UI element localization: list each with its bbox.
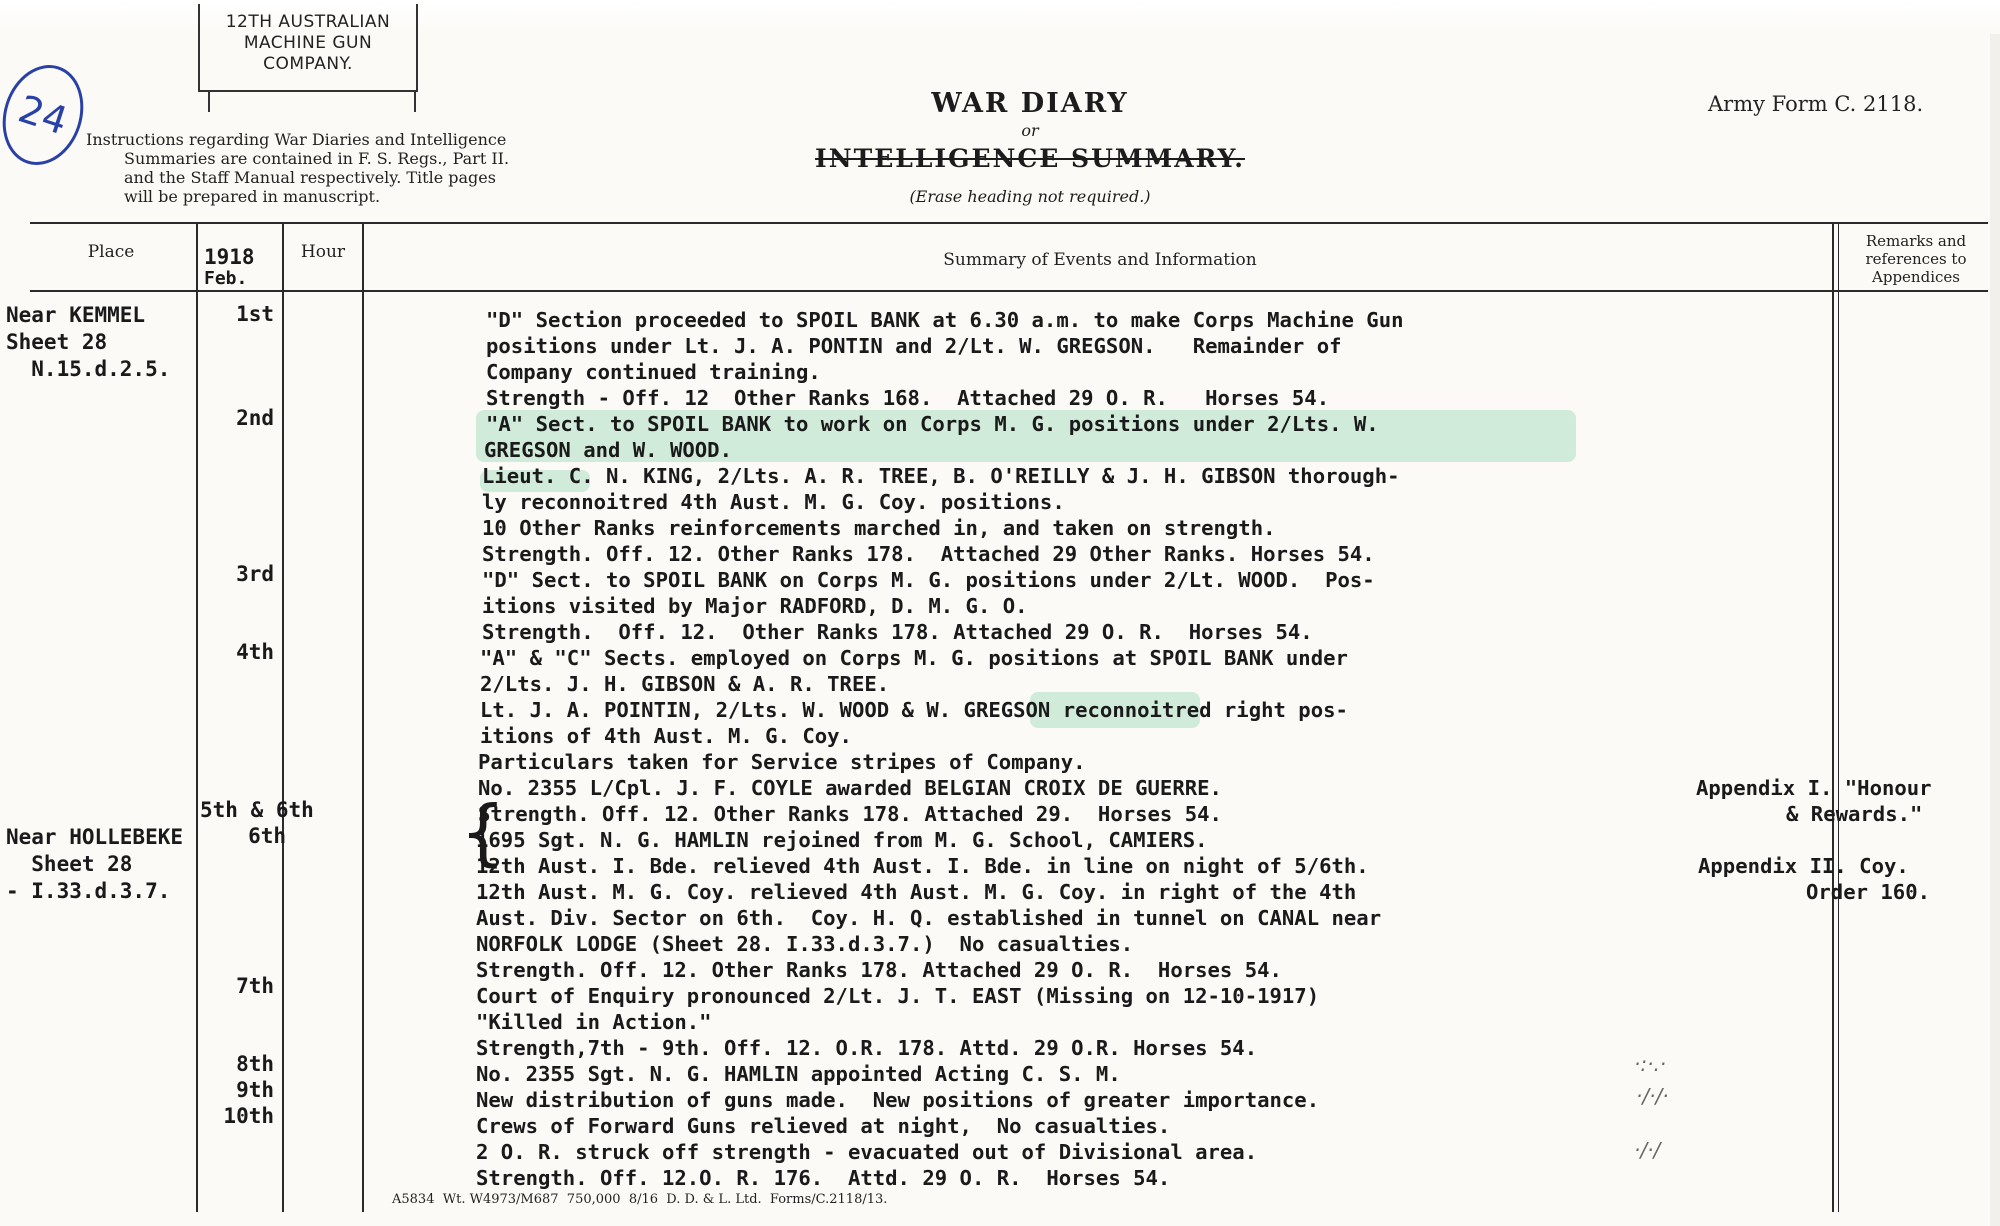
date-entry: 7th <box>236 974 274 998</box>
entry-line: Particulars taken for Service stripes of Company. <box>478 750 1086 774</box>
column-divider <box>362 222 364 1212</box>
stamp-line: COMPANY. <box>263 54 353 74</box>
entry-line: Lieut. C. N. KING, 2/Lts. A. R. TREE, B. O'REILLY & J. H. GIBSON thorough- <box>482 464 1400 488</box>
year-label: 1918 <box>204 245 255 269</box>
date-entry: 9th <box>236 1078 274 1102</box>
column-header-place: Place <box>87 242 135 262</box>
erase-note: (Erase heading not required.) <box>909 187 1151 206</box>
entry-line: 2/Lts. J. H. GIBSON & A. R. TREE. <box>480 672 890 696</box>
pencil-mark: ·:·.· <box>1634 1052 1667 1076</box>
column-header-hour: Hour <box>300 242 346 262</box>
entry-line: Company continued training. <box>486 360 821 384</box>
title-block <box>740 88 1320 206</box>
entry-line: 1695 Sgt. N. G. HAMLIN rejoined from M. G. School, CAMIERS. <box>476 828 1208 852</box>
folio-number: 24 <box>13 86 73 144</box>
instructions-line: will be prepared in manuscript. <box>124 187 381 206</box>
entry-line: "Killed in Action." <box>476 1010 712 1034</box>
entry-line: No. 2355 Sgt. N. G. HAMLIN appointed Acting C. S. M. <box>476 1062 1121 1086</box>
unit-stamp <box>198 4 418 92</box>
form-imprint: A5834 Wt. W4973/M687 750,000 8/16 D. D. & L. Ltd. Forms/C.2118/13. <box>392 1192 888 1207</box>
entry-line: positions under Lt. J. A. PONTIN and 2/Lt. W. GREGSON. Remainder of <box>486 334 1342 358</box>
pencil-mark: ·/·/· <box>1636 1084 1669 1108</box>
entry-line: Strength,7th - 9th. Off. 12. O.R. 178. Attd. 29 O.R. Horses 54. <box>476 1036 1258 1060</box>
entry-line: Strength - Off. 12 Other Ranks 168. Attached 29 O. R. Horses 54. <box>486 386 1330 410</box>
entry-line: itions of 4th Aust. M. G. Coy. <box>480 724 852 748</box>
entry-line: Strength. Off. 12. Other Ranks 178. Attached 29 Other Ranks. Horses 54. <box>482 542 1375 566</box>
column-divider <box>282 222 284 1212</box>
entry-line: Crews of Forward Guns relieved at night, No casualties. <box>476 1114 1171 1138</box>
remark-line: Appendix II. Coy. <box>1698 854 1909 878</box>
remark-line: & Rewards." <box>1786 802 1923 826</box>
stamp-frame <box>208 90 416 112</box>
entry-line: New distribution of guns made. New positions of greater importance. <box>476 1088 1320 1112</box>
entry-line: NORFOLK LODGE (Sheet 28. I.33.d.3.7.) No casualties. <box>476 932 1134 956</box>
date-entry: 3rd <box>236 562 274 586</box>
date-column-header <box>204 246 255 290</box>
entry-line: 10 Other Ranks reinforcements marched in, and taken on strength. <box>482 516 1276 540</box>
page-title: WAR DIARY <box>931 88 1129 119</box>
entry-line: "A" Sect. to SPOIL BANK to work on Corps M. G. positions under 2/Lts. W. <box>486 412 1379 436</box>
entry-line: itions visited by Major RADFORD, D. M. G. O. <box>482 594 1028 618</box>
date-entry: 6th <box>248 824 286 848</box>
entry-line: Court of Enquiry pronounced 2/Lt. J. T. EAST (Missing on 12-10-1917) <box>476 984 1320 1008</box>
entry-line: ly reconnoitred 4th Aust. M. G. Coy. positions. <box>482 490 1065 514</box>
column-divider <box>1832 222 1834 1212</box>
army-form-label: Army Form C. 2118. <box>1708 92 1924 116</box>
date-entry: 1st <box>236 302 274 326</box>
entry-line: "D" Sect. to SPOIL BANK on Corps M. G. positions under 2/Lt. WOOD. Pos- <box>482 568 1375 592</box>
entry-line: 2 O. R. struck off strength - evacuated out of Divisional area. <box>476 1140 1258 1164</box>
entry-line: "A" & "C" Sects. employed on Corps M. G. positions at SPOIL BANK under <box>480 646 1348 670</box>
title-or: or <box>1021 121 1039 140</box>
column-divider <box>1838 222 1839 1212</box>
place-entry: Near KEMMEL Sheet 28 N.15.d.2.5. <box>6 303 171 381</box>
instructions-line: Instructions regarding War Diaries and Intelligence <box>86 130 507 149</box>
date-entry: 5th & 6th <box>200 798 314 822</box>
month-label: Feb. <box>204 268 248 289</box>
entry-line: 12th Aust. I. Bde. relieved 4th Aust. I. Bde. in line on night of 5/6th. <box>476 854 1369 878</box>
entry-line: 12th Aust. M. G. Coy. relieved 4th Aust. M. G. Coy. in right of the 4th <box>476 880 1357 904</box>
remark-line: Appendix I. "Honour <box>1696 776 1932 800</box>
bracket-mark: { <box>460 790 506 874</box>
instructions-line: and the Staff Manual respectively. Title pages <box>124 168 496 187</box>
struck-title: INTELLIGENCE SUMMARY. <box>815 144 1245 173</box>
entry-line: Lt. J. A. POINTIN, 2/Lts. W. WOOD & W. GREGSON reconnoitred right pos- <box>480 698 1348 722</box>
header-bottom-rule <box>30 290 1988 292</box>
pencil-mark: ·/·/ <box>1634 1138 1661 1162</box>
stamp-line: MACHINE GUN <box>243 33 373 53</box>
column-header-summary: Summary of Events and Information <box>943 250 1257 270</box>
date-entry: 8th <box>236 1052 274 1076</box>
header-top-rule <box>30 222 1988 224</box>
entry-line: Strength. Off. 12. Other Ranks 178. Attached 29. Horses 54. <box>478 802 1222 826</box>
date-entry: 10th <box>223 1104 274 1128</box>
column-header-remarks: Remarks and references to Appendices <box>1865 232 1967 286</box>
date-entry: 4th <box>236 640 274 664</box>
stamp-line: 12TH AUSTRALIAN <box>225 12 391 32</box>
remark-line: Order 160. <box>1806 880 1930 904</box>
instructions-line: Summaries are contained in F. S. Regs., Part II. <box>124 149 510 168</box>
folio-number-circle <box>0 54 96 175</box>
instructions-note <box>86 130 556 206</box>
entry-line: Strength. Off. 12.O. R. 176. Attd. 29 O. R. Horses 54. <box>476 1166 1171 1190</box>
place-entry: Near HOLLEBEKE Sheet 28 - I.33.d.3.7. <box>6 825 184 903</box>
date-entry: 2nd <box>236 406 274 430</box>
entry-line: GREGSON and W. WOOD. <box>484 438 732 462</box>
entry-line: No. 2355 L/Cpl. J. F. COYLE awarded BELGIAN CROIX DE GUERRE. <box>478 776 1222 800</box>
entry-line: Aust. Div. Sector on 6th. Coy. H. Q. established in tunnel on CANAL near <box>476 906 1382 930</box>
entry-line: "D" Section proceeded to SPOIL BANK at 6.30 a.m. to make Corps Machine Gun <box>486 308 1404 332</box>
entry-line: Strength. Off. 12. Other Ranks 178. Attached 29 O. R. Horses 54. <box>476 958 1282 982</box>
entry-line: Strength. Off. 12. Other Ranks 178. Attached 29 O. R. Horses 54. <box>482 620 1313 644</box>
